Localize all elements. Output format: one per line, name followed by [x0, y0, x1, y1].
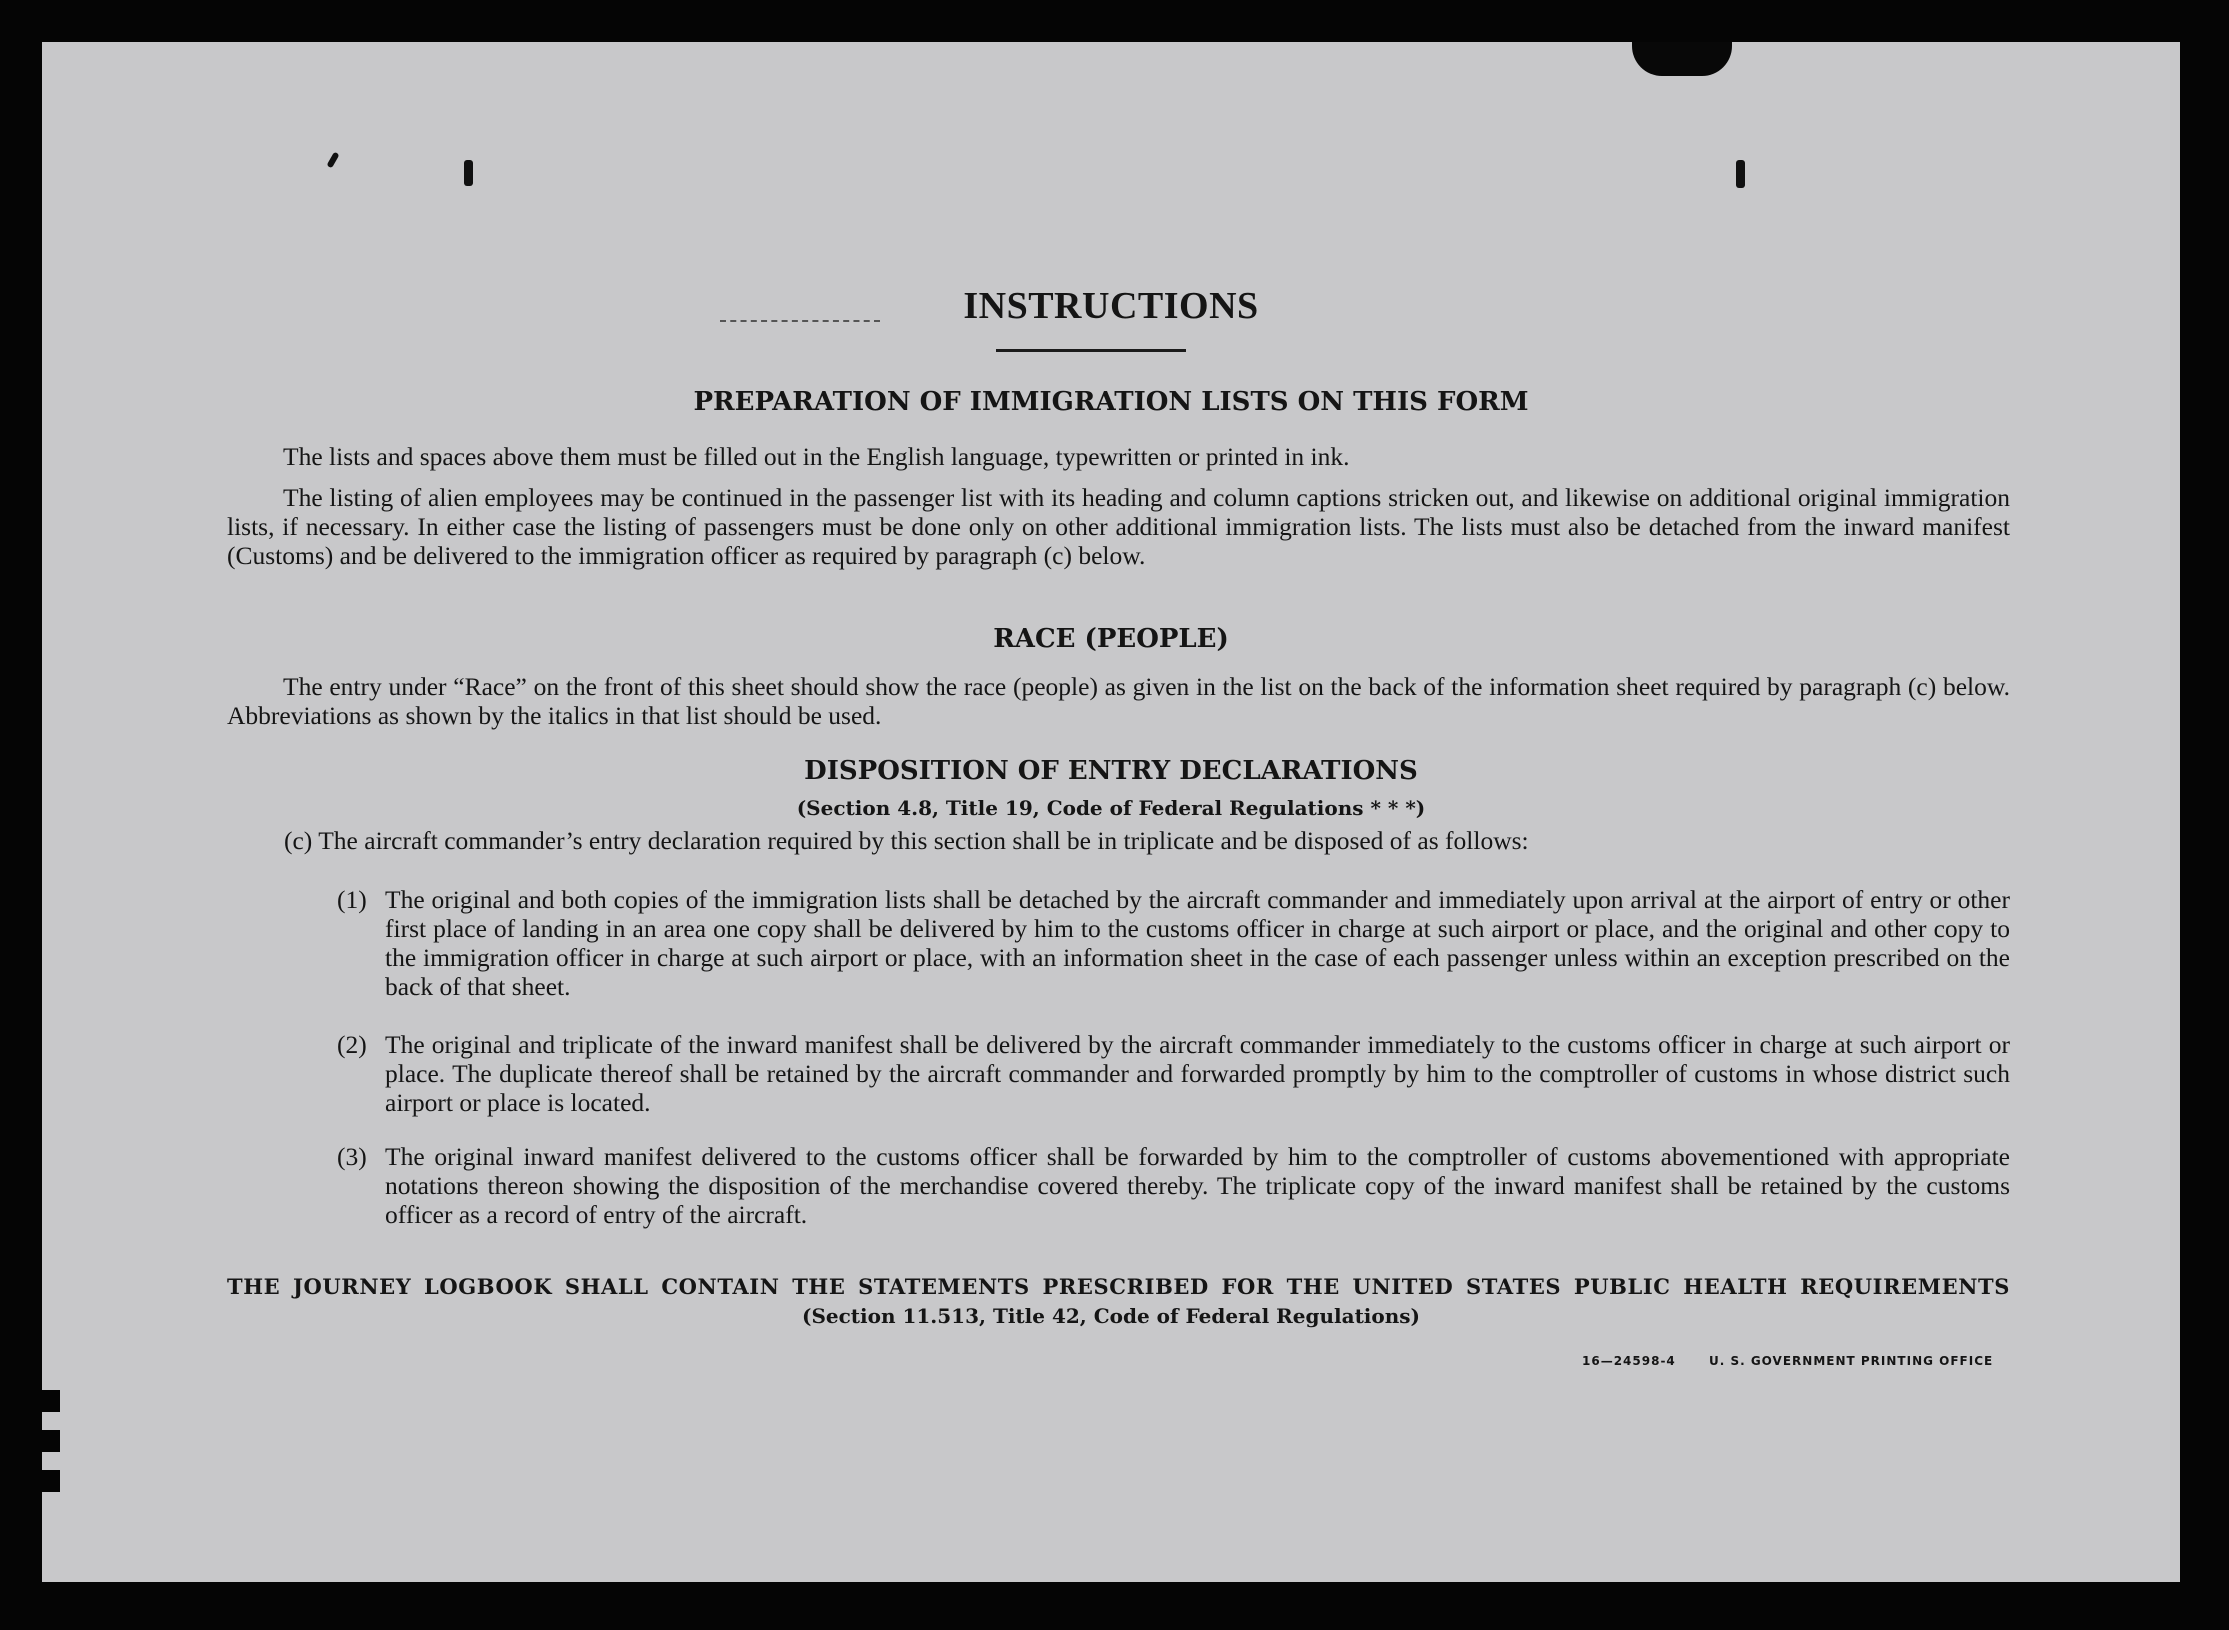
form-number: 16—24598-4 — [1582, 1354, 1676, 1368]
ink-mark — [326, 152, 339, 169]
document-sheet — [42, 42, 2180, 1582]
edge-mark — [42, 1390, 60, 1412]
item-text: The original inward manifest delivered to the customs officer shall be forwarded by him to the comptroller of customs abovementioned with appropriate notations thereon showing the disposition of the merchandise covered thereby. The triplicate copy of the inward manifest shall be retained by the customs officer as a record of entry of the aircraft. — [385, 1142, 2010, 1229]
health-notice-citation: (Section 11.513, Title 42, Code of Federal Regulations) — [801, 1304, 1421, 1328]
list-item — [337, 1142, 2010, 1229]
preparation-paragraph-2: The listing of alien employees may be continued in the passenger list with its heading and column captions stricken out, and likewise on additional original immigration lists, if necessary. In either case the listing of passengers must be done only on other additional immigration lists. The lists must also be detached from the inward manifest (Customs) and be delivered to the immigration officer as required by paragraph (c) below. — [227, 483, 2010, 570]
edge-mark — [42, 1430, 60, 1452]
race-heading: RACE (PEOPLE) — [993, 624, 1229, 654]
ink-mark — [1736, 160, 1745, 188]
disposition-heading: DISPOSITION OF ENTRY DECLARATIONS — [804, 756, 1418, 786]
clause-text: The aircraft commander’s entry declaration required by this section shall be in triplicate and be disposed of as follows: — [318, 826, 1529, 855]
clause-label: (c) — [284, 826, 313, 855]
item-number: (1) — [337, 885, 367, 914]
race-paragraph: The entry under “Race” on the front of this sheet should show the race (people) as given in the list on the back of the information sheet required by paragraph (c) below. Abbreviations as shown by the italics in that list should be used. — [227, 672, 2010, 730]
preparation-heading: PREPARATION OF IMMIGRATION LISTS ON THIS FORM — [693, 387, 1529, 417]
list-item — [337, 885, 2010, 1001]
item-text: The original and both copies of the immigration lists shall be detached by the aircraft commander and immediately upon arrival at the airport of entry or other first place of landing in an area one copy shall be delivered by him to the customs officer in charge at such airport or place, and the original and other copy to the immigration officer in charge at such airport or place, with an information sheet in the case of each passenger unless within an exception prescribed on the back of that sheet. — [385, 885, 2010, 1001]
preparation-paragraph-1: The lists and spaces above them must be filled out in the English language, typewritten or printed in ink. — [283, 442, 1350, 471]
item-number: (3) — [337, 1142, 367, 1171]
printer-imprint: U. S. GOVERNMENT PRINTING OFFICE — [1708, 1354, 1994, 1368]
page-title: INSTRUCTIONS — [963, 285, 1259, 327]
item-number: (2) — [337, 1030, 367, 1059]
clause-c — [284, 826, 2010, 855]
title-underline — [996, 349, 1186, 352]
torn-corner — [1632, 42, 1732, 76]
item-text: The original and triplicate of the inward manifest shall be delivered by the aircraft commander immediately to the customs officer in charge at such airport or place. The duplicate thereof shall be retained by the aircraft commander and forwarded promptly by him to the comptroller of customs in whose district such airport or place is located. — [385, 1030, 2010, 1117]
footer-imprint — [1582, 1354, 1993, 1368]
health-notice: THE JOURNEY LOGBOOK SHALL CONTAIN THE STATEMENTS PRESCRIBED FOR THE UNITED STATES PUBLIC HEALTH REQUIREMENTS — [227, 1274, 2010, 1299]
edge-mark — [42, 1470, 60, 1492]
disposition-citation: (Section 4.8, Title 19, Code of Federal Regulations * * *) — [796, 796, 1426, 820]
list-item — [337, 1030, 2010, 1117]
ink-mark — [464, 160, 473, 186]
